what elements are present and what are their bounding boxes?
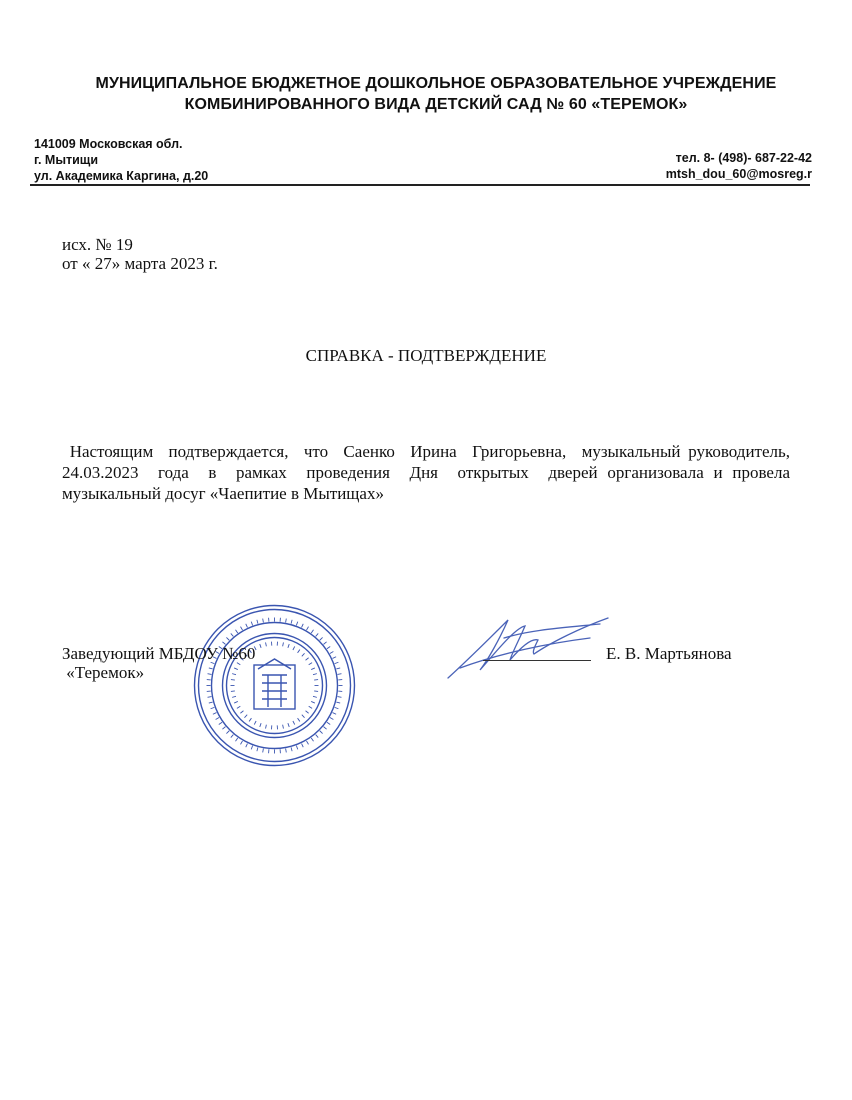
signature-line bbox=[483, 660, 591, 661]
address-block bbox=[34, 136, 208, 184]
body-text: Настоящим подтверждается, что Саенко Ирина Григорьевна, музыкальный руководитель, 24.03.2023 года в рамках проведения Дня открытых дверей организовала и провела музыкальный досуг «Чаепитие в Мытищах» bbox=[62, 442, 807, 503]
document-title-text: СПРАВКА - ПОДТВЕРЖДЕНИЕ bbox=[305, 346, 547, 365]
position-line: «Теремок» bbox=[62, 663, 145, 682]
phone-number: тел. 8- (498)- 687-22-42 bbox=[675, 151, 812, 165]
email-address: mtsh_dou_60@mosreg.r bbox=[665, 167, 812, 181]
address-line: ул. Академика Каргина, д.20 bbox=[34, 169, 209, 183]
reference-number: исх. № 19 bbox=[62, 235, 133, 254]
organization-header bbox=[0, 73, 852, 115]
contact-block bbox=[666, 150, 812, 182]
handwritten-signature bbox=[440, 598, 610, 688]
official-stamp bbox=[192, 603, 357, 768]
header-divider bbox=[30, 184, 810, 186]
outgoing-reference bbox=[62, 235, 218, 273]
address-line: г. Мытищи bbox=[34, 153, 99, 167]
reference-date: от « 27» марта 2023 г. bbox=[62, 254, 218, 273]
document-title bbox=[0, 346, 852, 365]
address-line: 141009 Московская обл. bbox=[34, 137, 183, 151]
signatory-position bbox=[62, 644, 255, 682]
organization-name-line2: КОМБИНИРОВАННОГО ВИДА ДЕТСКИЙ САД № 60 «ТЕРЕМОК» bbox=[184, 96, 688, 113]
signatory-name: Е. В. Мартьянова bbox=[606, 644, 732, 663]
position-line: Заведующий МБДОУ №60 bbox=[62, 644, 256, 663]
organization-name-line1: МУНИЦИПАЛЬНОЕ БЮДЖЕТНОЕ ДОШКОЛЬНОЕ ОБРАЗОВАТЕЛЬНОЕ УЧРЕЖДЕНИЕ bbox=[95, 75, 777, 92]
